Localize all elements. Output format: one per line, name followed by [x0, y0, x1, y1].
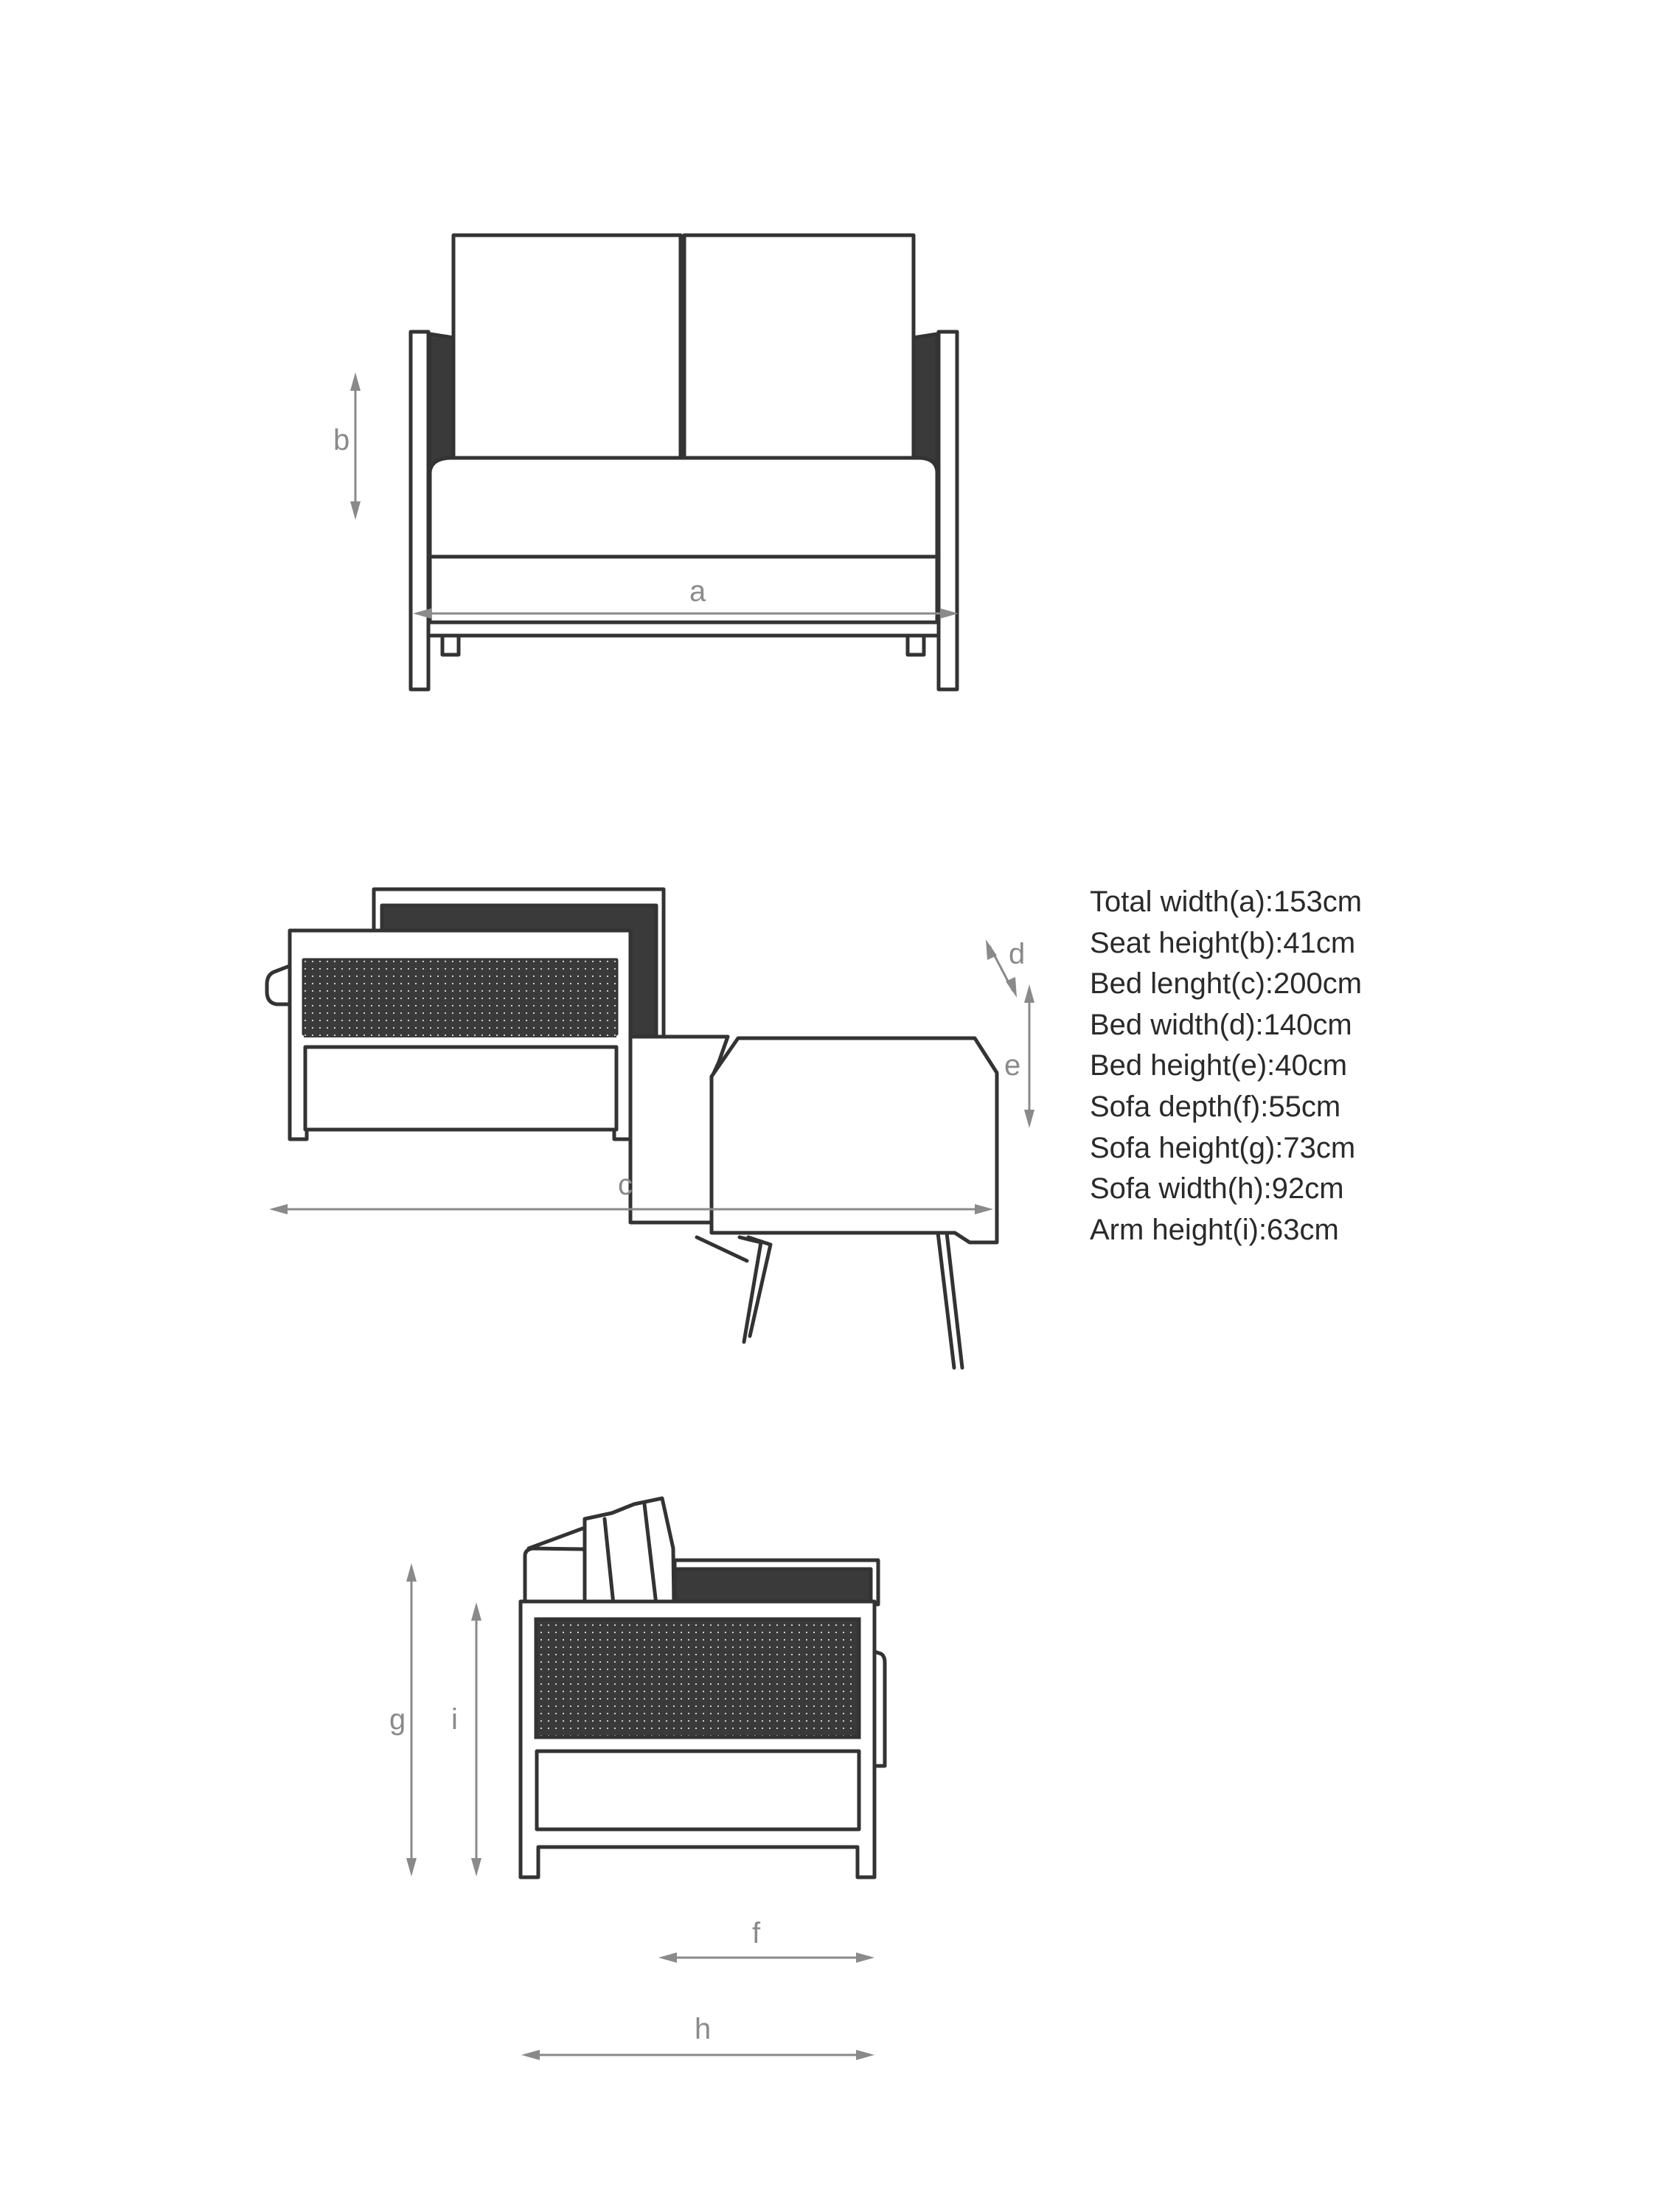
back-cushion-right: [684, 235, 914, 460]
spec-seat-height: Seat height(b):41cm: [1090, 926, 1356, 959]
seat-cushion: [430, 458, 937, 622]
spec-bed-height: Bed height(e):40cm: [1090, 1049, 1348, 1082]
dimension-g: [389, 1563, 417, 1877]
spec-total-width: Total width(a):153cm: [1090, 886, 1363, 918]
mesh-panel-side: [536, 1619, 859, 1737]
dimension-b: [333, 372, 361, 520]
foot-right: [908, 636, 924, 655]
arm-post-right: [939, 332, 957, 689]
label-i: i: [451, 1703, 458, 1736]
dimension-f: [658, 1917, 874, 1963]
bed-mattress-foot: [712, 1038, 997, 1242]
label-h: h: [695, 2013, 712, 2045]
dimension-i: [451, 1602, 481, 1877]
dimension-h: [521, 2013, 874, 2060]
foot-left: [442, 636, 459, 655]
spec-sofa-depth: Sofa depth(f):55cm: [1090, 1090, 1341, 1123]
front-view: [411, 235, 957, 689]
label-e: e: [1004, 1049, 1021, 1082]
lower-panel: [305, 1047, 616, 1130]
dimension-specs-list: [1090, 882, 1362, 1251]
spec-sofa-height: Sofa height(g):73cm: [1090, 1131, 1356, 1164]
label-d: d: [1009, 938, 1026, 970]
spec-bed-length: Bed lenght(c):200cm: [1090, 967, 1363, 1001]
bed-open-view: [267, 889, 997, 1368]
label-g: g: [389, 1703, 406, 1736]
back-cushion: [585, 1498, 674, 1604]
label-b: b: [333, 424, 350, 456]
label-c: c: [618, 1169, 633, 1201]
arm-cushion: [525, 1548, 587, 1604]
side-view: [521, 1498, 885, 1877]
dimension-e: [1004, 984, 1034, 1128]
spec-bed-width: Bed width(d):140cm: [1090, 1008, 1352, 1041]
spec-sofa-width: Sofa width(h):92cm: [1090, 1172, 1344, 1206]
arm-post-left: [411, 332, 428, 689]
label-f: f: [752, 1917, 761, 1950]
back-cushion-left: [453, 235, 681, 460]
lower-panel-side: [537, 1751, 859, 1829]
dimension-d: [986, 938, 1025, 998]
label-a: a: [689, 575, 706, 608]
spec-arm-height: Arm height(i):63cm: [1090, 1213, 1339, 1246]
